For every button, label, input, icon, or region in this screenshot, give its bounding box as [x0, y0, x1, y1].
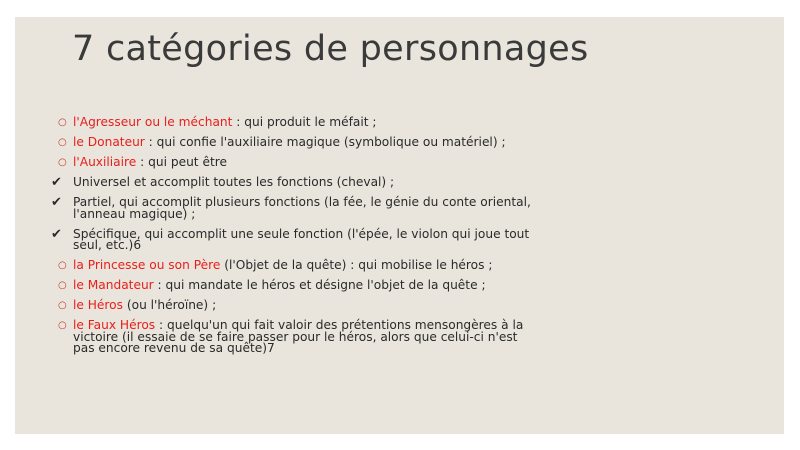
bullet-icon: ○	[58, 260, 67, 271]
item-text: (l'Objet de la quête) : qui mobilise le héros ;	[220, 258, 493, 272]
item-highlight: le Mandateur	[73, 278, 154, 292]
item-text: : quelqu'un qui fait valoir des prétentions mensongères à la victoire (il essaie de se faire passer pour le héros, alors que celui-ci n'est pas encore revenu de sa quête)7	[73, 318, 524, 355]
checkmark-icon: ✔	[51, 226, 62, 242]
item-text: : qui peut être	[136, 155, 227, 169]
bullet-icon: ○	[58, 300, 67, 311]
item-highlight: le Donateur	[73, 135, 145, 149]
bullet-icon: ○	[58, 117, 67, 128]
bullet-icon: ○	[58, 137, 67, 148]
list-item	[51, 157, 531, 169]
item-highlight: le Faux Héros	[73, 318, 156, 332]
item-text: : qui produit le méfait ;	[232, 115, 377, 129]
bullet-icon: ○	[58, 320, 67, 331]
item-text: : qui mandate le héros et désigne l'objet de la quête ;	[153, 278, 486, 292]
item-highlight: le Héros	[73, 298, 123, 312]
slide	[15, 17, 784, 434]
list-item	[51, 137, 531, 149]
list-item	[51, 320, 531, 355]
checkmark-icon: ✔	[51, 195, 62, 210]
character-category-list	[51, 117, 531, 363]
list-item	[51, 177, 531, 189]
list-item	[51, 280, 531, 292]
checkmark-icon: ✔	[51, 175, 62, 190]
bullet-icon: ○	[58, 157, 67, 168]
item-highlight: la Princesse ou son Père	[73, 258, 221, 272]
list-item	[51, 300, 531, 312]
list-item	[51, 226, 531, 252]
item-text: : qui confie l'auxiliaire magique (symbolique ou matériel) ;	[144, 135, 506, 149]
item-text: (ou l'héroïne) ;	[122, 298, 217, 312]
item-text: Partiel, qui accomplit plusieurs fonctions (la fée, le génie du conte oriental, l'anneau magique) ;	[73, 195, 531, 221]
slide-title: 7 catégories de personnages	[72, 29, 589, 69]
item-text: Spécifique, qui accomplit une seule fonction (l'épée, le violon qui joue tout seul, etc.)6	[73, 226, 530, 252]
item-highlight: l'Agresseur ou le méchant	[73, 115, 233, 129]
list-item	[51, 197, 531, 220]
list-item	[51, 260, 531, 272]
item-highlight: l'Auxiliaire	[73, 155, 137, 169]
list-item	[51, 117, 531, 129]
bullet-icon: ○	[58, 280, 67, 291]
item-text: Universel et accomplit toutes les fonctions (cheval) ;	[73, 175, 395, 189]
